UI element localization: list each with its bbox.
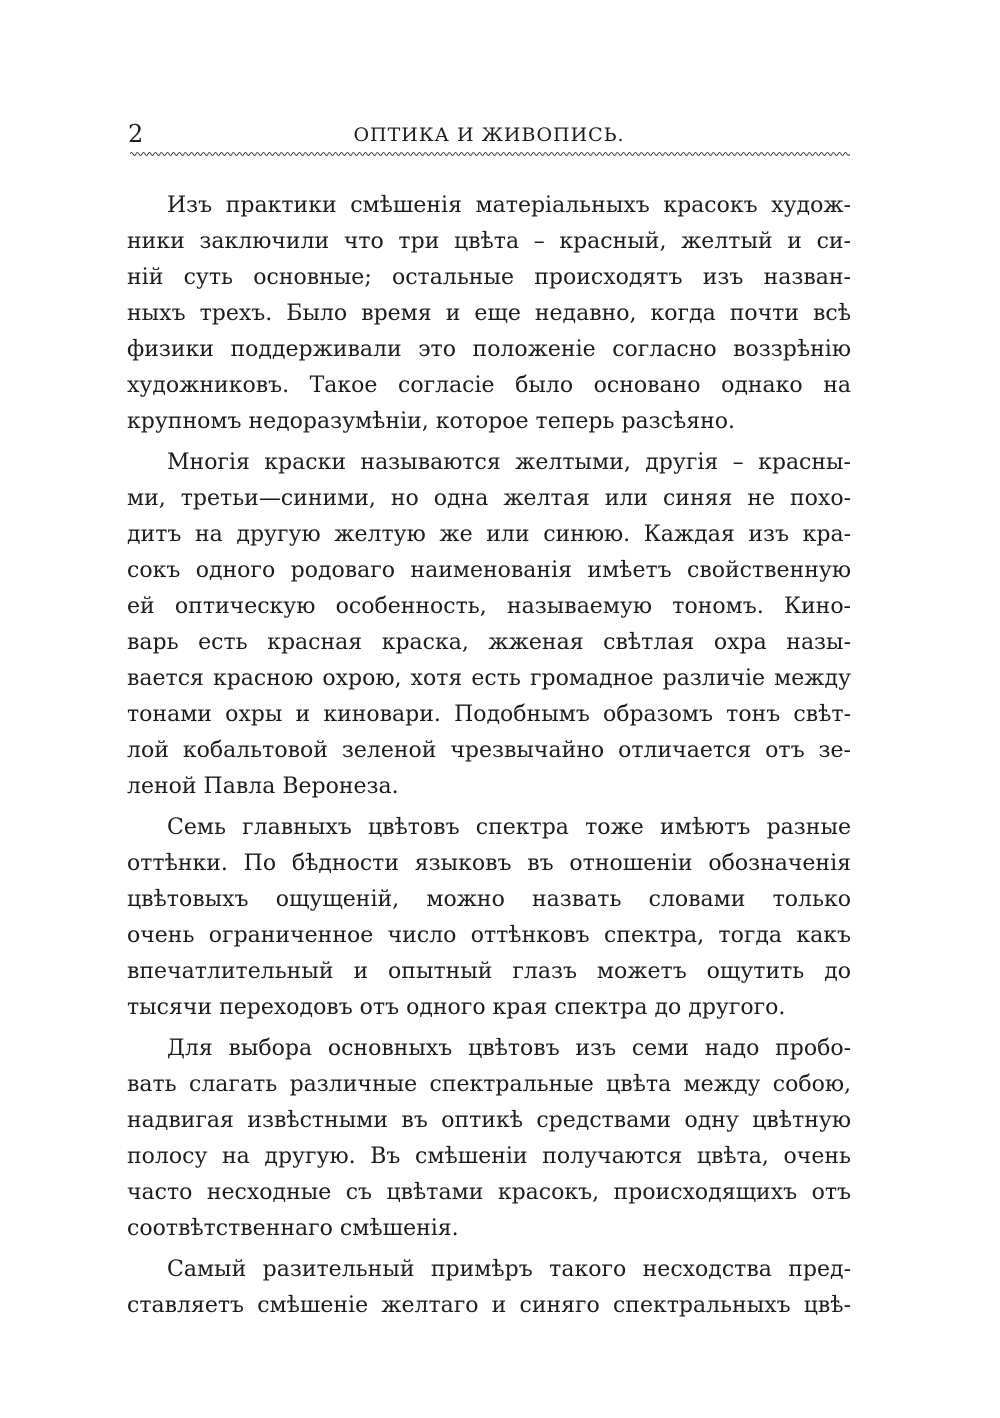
text-line: леной Павла Веронеза.	[127, 774, 399, 799]
text-line: тысячи переходовъ отъ одного края спектра до другого.	[127, 995, 786, 1020]
paragraph-5	[127, 1252, 851, 1324]
text-line: ники заключили что три цвѣта – красный, желтый и си-	[127, 229, 851, 254]
text-line: Многія краски называются желтыми, другія – красны-	[167, 450, 851, 475]
text-line: ставляетъ смѣшеніе желтаго и синяго спектральныхъ цвѣ-	[127, 1293, 851, 1318]
text-line: соотвѣтственнаго смѣшенія.	[127, 1216, 459, 1241]
body-text	[127, 188, 851, 1329]
paragraph-1	[127, 188, 851, 440]
text-line: ми, третьи—синими, но одна желтая или синяя не похо-	[127, 486, 851, 511]
text-line: художниковъ. Такое согласіе было основано однако на	[127, 373, 851, 398]
paragraph-4	[127, 1031, 851, 1247]
text-line: впечатлительный и опытный глазъ можетъ ощутить до	[127, 959, 851, 984]
text-line: часто несходные съ цвѣтами красокъ, происходящихъ отъ	[127, 1180, 851, 1205]
text-line: лой кобальтовой зеленой чрезвычайно отличается отъ зе-	[127, 738, 851, 763]
text-line: надвигая извѣстными въ оптикѣ средствами одну цвѣтную	[127, 1108, 851, 1133]
text-line: цвѣтовыхъ ощущеній, можно назвать словами только	[127, 887, 851, 912]
text-line: оттѣнки. По бѣдности языковъ въ отношеніи обозначенія	[127, 851, 851, 876]
text-line: ній суть основные; остальные происходятъ изъ назван-	[127, 265, 851, 290]
text-line: Семь главныхъ цвѣтовъ спектра тоже имѣютъ разные	[167, 815, 851, 840]
paragraph-3	[127, 810, 851, 1026]
text-line: сокъ одного родоваго наименованія имѣетъ свойственную	[127, 558, 851, 583]
page-number: 2	[128, 120, 144, 148]
wavy-line	[130, 153, 850, 156]
text-line: ныхъ трехъ. Было время и еще недавно, когда почти всѣ	[127, 301, 851, 326]
wavy-header-rule	[130, 150, 850, 158]
text-line: крупномъ недоразумѣніи, которое теперь разсѣяно.	[127, 409, 736, 434]
text-line: ей оптическую особенность, называемую тономъ. Кино-	[127, 594, 851, 619]
text-line: вается красною охрою, хотя есть громадное различіе между	[127, 666, 851, 691]
text-line: дитъ на другую желтую же или синюю. Каждая изъ кра-	[127, 522, 851, 547]
running-title: ОПТИКА И ЖИВОПИСЬ.	[353, 124, 625, 146]
paragraph-2	[127, 445, 851, 805]
text-line: варь есть красная краска, жженая свѣтлая охра назы-	[127, 630, 851, 655]
text-line: тонами охры и киновари. Подобнымъ образомъ тонъ свѣт-	[127, 702, 851, 727]
text-line: Для выбора основныхъ цвѣтовъ изъ семи надо пробо-	[167, 1036, 851, 1061]
text-line: полосу на другую. Въ смѣшеніи получаются цвѣта, очень	[127, 1144, 851, 1169]
text-line: Изъ практики смѣшенія матеріальныхъ красокъ худож-	[167, 193, 851, 218]
text-line: вать слагать различные спектральные цвѣта между собою,	[127, 1072, 851, 1097]
text-line: очень ограниченное число оттѣнковъ спектра, тогда какъ	[127, 923, 851, 948]
text-line: физики поддерживали это положеніе согласно воззрѣнію	[127, 337, 851, 362]
text-line: Самый разительный примѣръ такого несходства пред-	[167, 1257, 851, 1282]
